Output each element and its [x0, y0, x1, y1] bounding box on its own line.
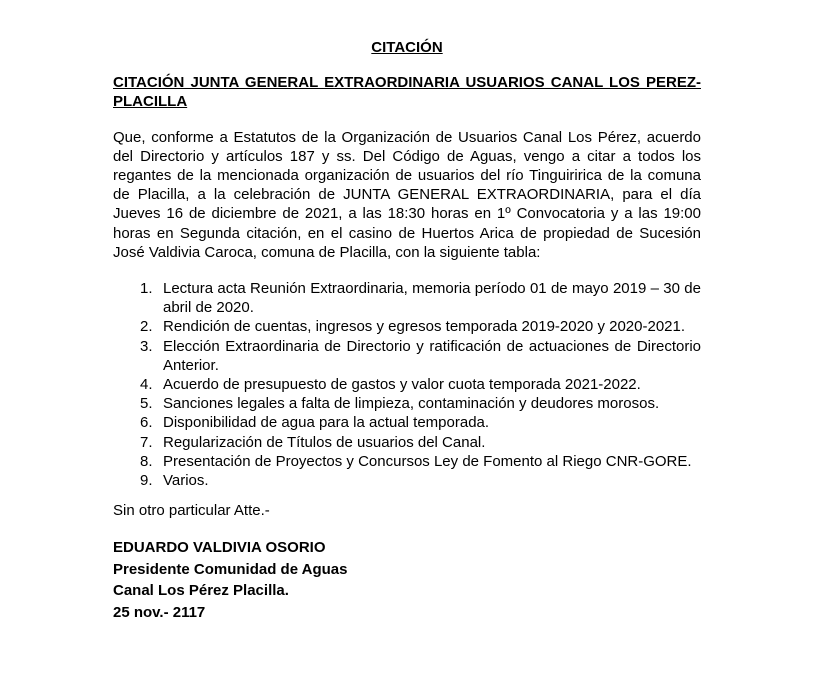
agenda-item: Lectura acta Reunión Extraordinaria, memoria período 01 de mayo 2019 – 30 de abril de 2020. — [163, 280, 701, 317]
document-title: CITACIÓN — [371, 39, 443, 56]
signature-date: 25 nov.- 2117 — [113, 603, 206, 621]
agenda-item: Sanciones legales a falta de limpieza, contaminación y deudores morosos. — [163, 395, 660, 413]
agenda-item: Rendición de cuentas, ingresos y egresos temporada 2019-2020 y 2020-2021. — [163, 318, 686, 336]
signature-block — [113, 537, 701, 623]
agenda-item: Disponibilidad de agua para la actual temporada. — [163, 414, 490, 432]
agenda-item: Regularización de Títulos de usuarios del Canal. — [163, 433, 486, 451]
closing-line: Sin otro particular Atte.- — [113, 502, 270, 520]
agenda-item: Elección Extraordinaria de Directorio y ratificación de actuaciones de Directorio Anterior. — [163, 337, 701, 374]
agenda-item: Presentación de Proyectos y Concursos Ley de Fomento al Riego CNR-GORE. — [163, 452, 692, 470]
document-heading: CITACIÓN JUNTA GENERAL EXTRAORDINARIA USUARIOS CANAL LOS PEREZ-PLACILLA — [113, 74, 701, 111]
agenda-list — [113, 279, 701, 490]
agenda-item: Acuerdo de presupuesto de gastos y valor cuota temporada 2021-2022. — [163, 376, 641, 394]
signature-role: Presidente Comunidad de Aguas — [113, 560, 348, 578]
intro-paragraph: Que, conforme a Estatutos de la Organización de Usuarios Canal Los Pérez, acuerdo del Directorio y artículos 187 y ss. Del Código de Aguas, vengo a citar a todos los regantes de la mencionada organización de usuarios del río Tinguiririca de la comuna de Placilla, a la celebración de JUNTA GENERAL EXTRAORDINARIA, para el día Jueves 16 de diciembre de 2021, a las 18:30 horas en 1º Convocatoria y a las 19:00 horas en Segunda citación, en el casino de Huertos Arica de propiedad de Sucesión José Valdivia Caroca, comuna de Placilla, con la siguiente tabla: — [113, 128, 701, 261]
signature-organization: Canal Los Pérez Placilla. — [113, 582, 289, 600]
signature-name: EDUARDO VALDIVIA OSORIO — [113, 539, 326, 557]
agenda-item: Varios. — [163, 472, 209, 490]
